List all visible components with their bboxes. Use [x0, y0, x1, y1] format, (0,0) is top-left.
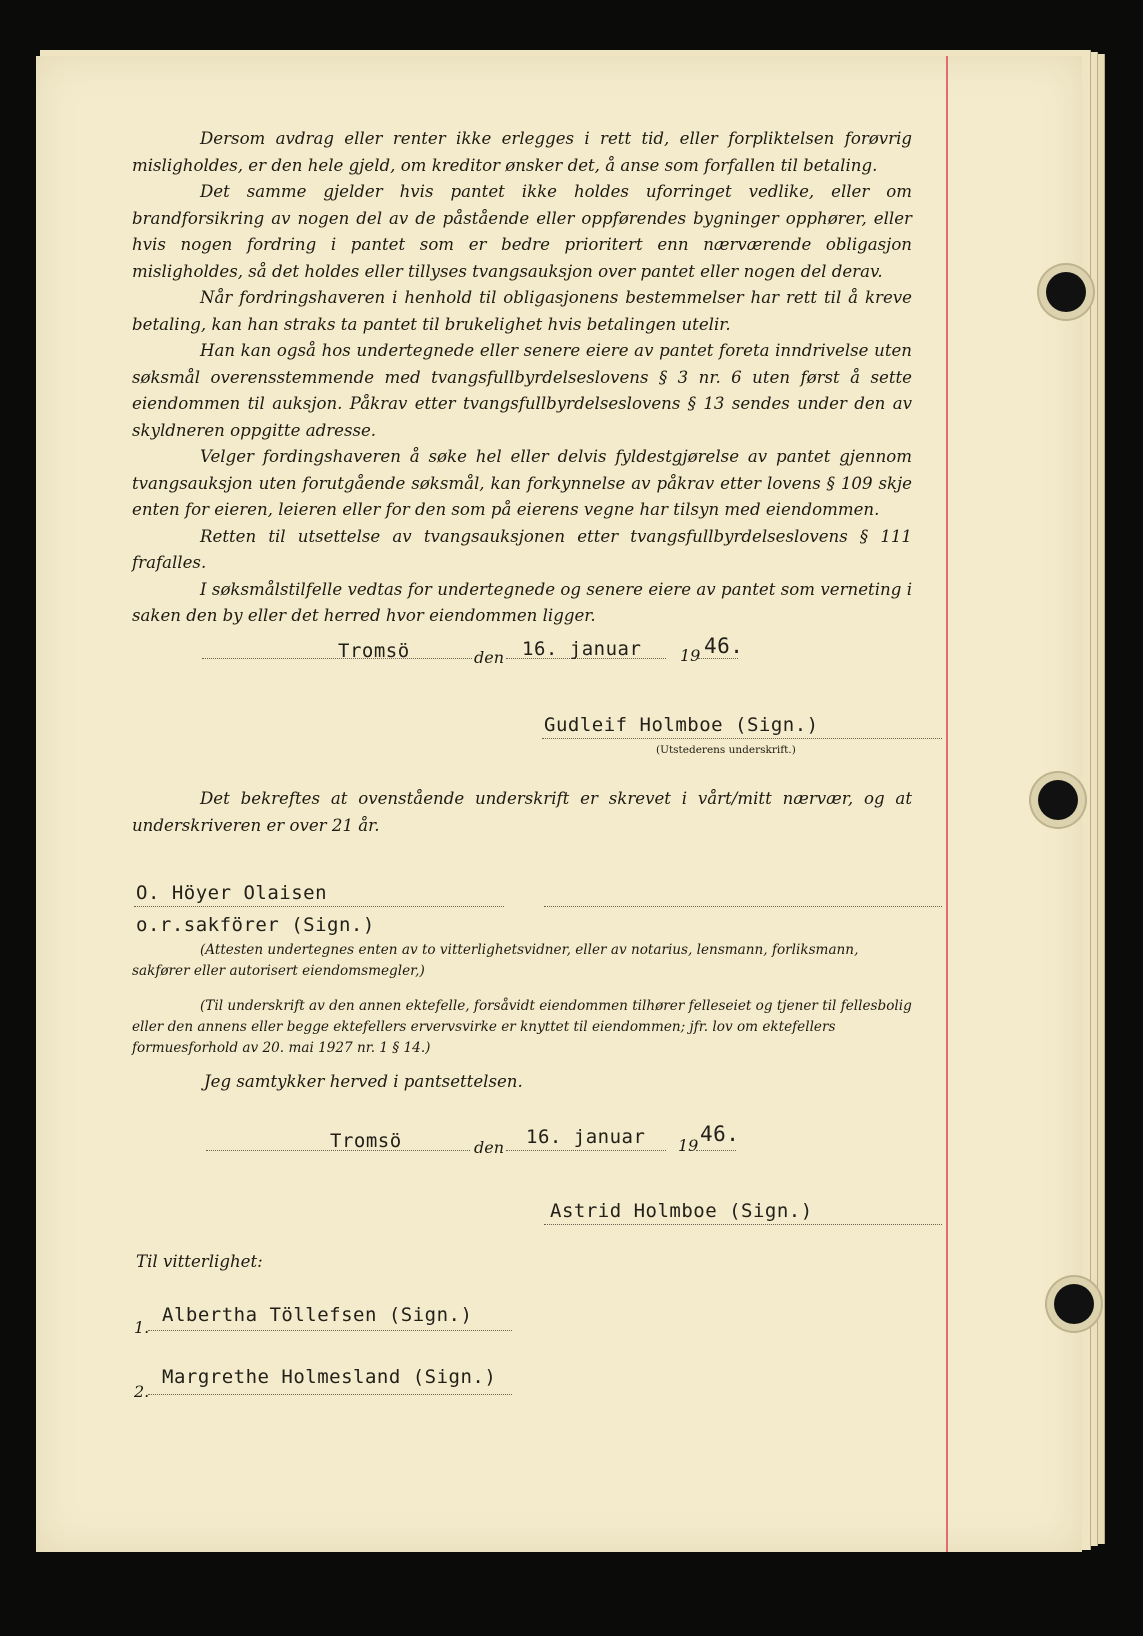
witness-number: 1.	[134, 1318, 150, 1337]
witness-signature: Margrethe Holmesland (Sign.)	[162, 1366, 497, 1388]
issuer-date: 16. januar	[522, 638, 642, 660]
red-margin-line	[946, 56, 948, 1552]
den-label: den	[474, 648, 505, 667]
issuer-year: 46.	[704, 634, 744, 658]
spouse-note: (Til underskrift av den annen ektefelle, forsåvidt eiendommen tilhører felleseiet og tjener til fellesbolig eller den annens eller begge ektefellers ervervsvirke er knyttet til eiendommen; jfr. lov om ektefellers formuesforhold av 20. mai 1927 nr. 1 § 14.)	[132, 998, 912, 1056]
witness-number: 2.	[134, 1382, 150, 1401]
consent-year: 46.	[700, 1122, 740, 1146]
century-label: 19	[680, 646, 701, 665]
term-paragraph: Dersom avdrag eller renter ikke erlegges i rett tid, eller forpliktelsen forøvrig misligholdes, er den hele gjeld, om kreditor ønsker det, å anse som forfallen til betaling.	[132, 129, 912, 175]
issuer-signature: Gudleif Holmboe (Sign.)	[544, 714, 819, 736]
signature-line	[542, 714, 942, 739]
consent-place: Tromsö	[330, 1130, 402, 1152]
attestation-note: (Attesten undertegnes enten av to vitterlighetsvidner, eller av notarius, lensmann, forliksmann, sakfører eller autorisert eiendomsmegler,)	[132, 942, 859, 979]
term-paragraph: Det samme gjelder hvis pantet ikke holdes uforringet vedlike, eller om brandforsikring av nogen del av de påstående eller oppførendes bygninger opphører, eller hvis nogen fordring i pantet som er bedre prioritert enn nærværende obligasjon misligholdes, så det holdes eller tillyses tvangsauksjon over pantet eller nogen del derav.	[132, 182, 912, 281]
term-paragraph: Han kan også hos undertegnede eller senere eiere av pantet foreta inndrivelse uten søksmål overensstemmende med tvangsfullbyrdelseslovens § 3 nr. 6 uten først å sette eiendommen til auksjon. Påkrav etter tvangsfullbyrdelseslovens § 13 sendes under den av skyldneren oppgitte adresse.	[132, 341, 912, 440]
term-paragraph: I søksmålstilfelle vedtas for undertegnede og senere eiere av pantet som verneting i saken den by eller det herred hvor eiendommen ligger.	[132, 579, 912, 625]
century-label: 19	[678, 1136, 699, 1155]
document-page	[36, 56, 1082, 1552]
punch-hole	[1046, 272, 1086, 312]
place-line	[202, 638, 472, 659]
signature-line	[544, 1200, 942, 1225]
consent-text: Jeg samtykker herved i pantsettelsen.	[204, 1072, 523, 1091]
witness-line	[544, 884, 942, 907]
term-paragraph: Retten til utsettelse av tvangsauksjonen etter tvangsfullbyrdelseslovens § 111 frafalles.	[132, 526, 912, 572]
witness-heading: Til vitterlighet:	[136, 1252, 263, 1271]
punch-hole	[1054, 1284, 1094, 1324]
den-label: den	[474, 1138, 505, 1157]
witness-title: o.r.sakförer (Sign.)	[136, 914, 375, 936]
spouse-signature: Astrid Holmboe (Sign.)	[550, 1200, 813, 1222]
term-paragraph: Når fordringshaveren i henhold til obligasjonens bestemmelser har rett til å kreve betaling, kan han straks ta pantet til brukelighet hvis betalingen utelir.	[132, 288, 912, 334]
witness-name: O. Höyer Olaisen	[136, 882, 328, 904]
witness-signature: Albertha Töllefsen (Sign.)	[162, 1304, 473, 1326]
term-paragraph: Velger fordingshaveren å søke hel eller delvis fyldestgjørelse av pantet gjennom tvangsauksjon uten forutgående søksmål, kan forkynnelse av påkrav etter lovens § 109 skje enten for eieren, leieren eller for den som på eierens vegne har tilsyn med eiendommen.	[132, 447, 912, 519]
attestation-text: Det bekreftes at ovenstående underskrift er skrevet i vårt/mitt nærvær, og at underskriveren er over 21 år.	[132, 789, 912, 835]
signature-caption: (Utstederens underskrift.)	[656, 744, 796, 756]
consent-date: 16. januar	[526, 1126, 646, 1148]
witness-line	[134, 884, 504, 907]
obligation-terms	[132, 126, 912, 630]
issuer-place: Tromsö	[338, 640, 410, 662]
punch-hole	[1038, 780, 1078, 820]
